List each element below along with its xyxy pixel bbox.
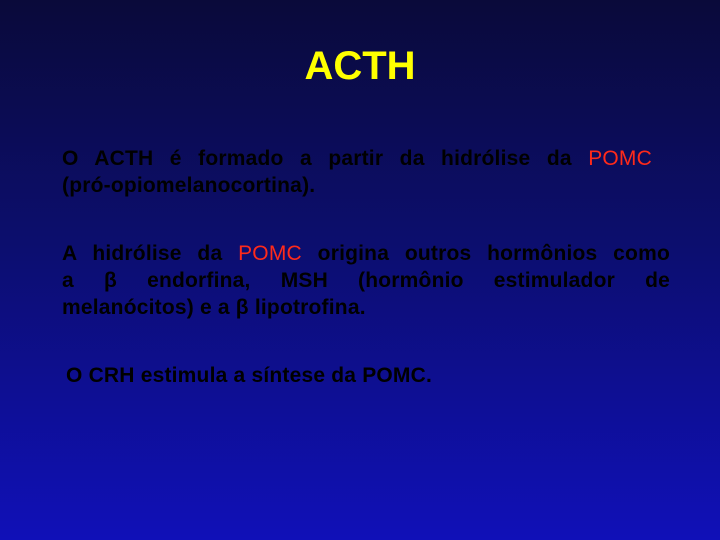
paragraph-line: melanócitos) e a β lipotrofina. bbox=[62, 296, 366, 319]
paragraph-line: O CRH estimula a síntese da POMC. bbox=[66, 364, 433, 387]
paragraph-pomc-hydrolysis bbox=[62, 240, 670, 321]
pomc-highlight: POMC bbox=[588, 147, 652, 170]
slide-title: ACTH bbox=[304, 44, 416, 88]
paragraph-line bbox=[62, 240, 670, 267]
paragraph-text: origina outros hormônios como bbox=[301, 242, 670, 265]
paragraph-crh bbox=[66, 362, 666, 389]
paragraph-text: O ACTH é formado a partir da hidrólise da bbox=[62, 147, 589, 170]
paragraph-text: A hidrólise da bbox=[62, 242, 239, 265]
pomc-highlight: POMC bbox=[238, 242, 302, 265]
paragraph-acth-formation bbox=[62, 145, 652, 199]
paragraph-line: (pró-opiomelanocortina). bbox=[62, 174, 316, 197]
paragraph-line bbox=[62, 145, 652, 172]
paragraph-line: a β endorfina, MSH (hormônio estimulador de bbox=[62, 269, 670, 292]
